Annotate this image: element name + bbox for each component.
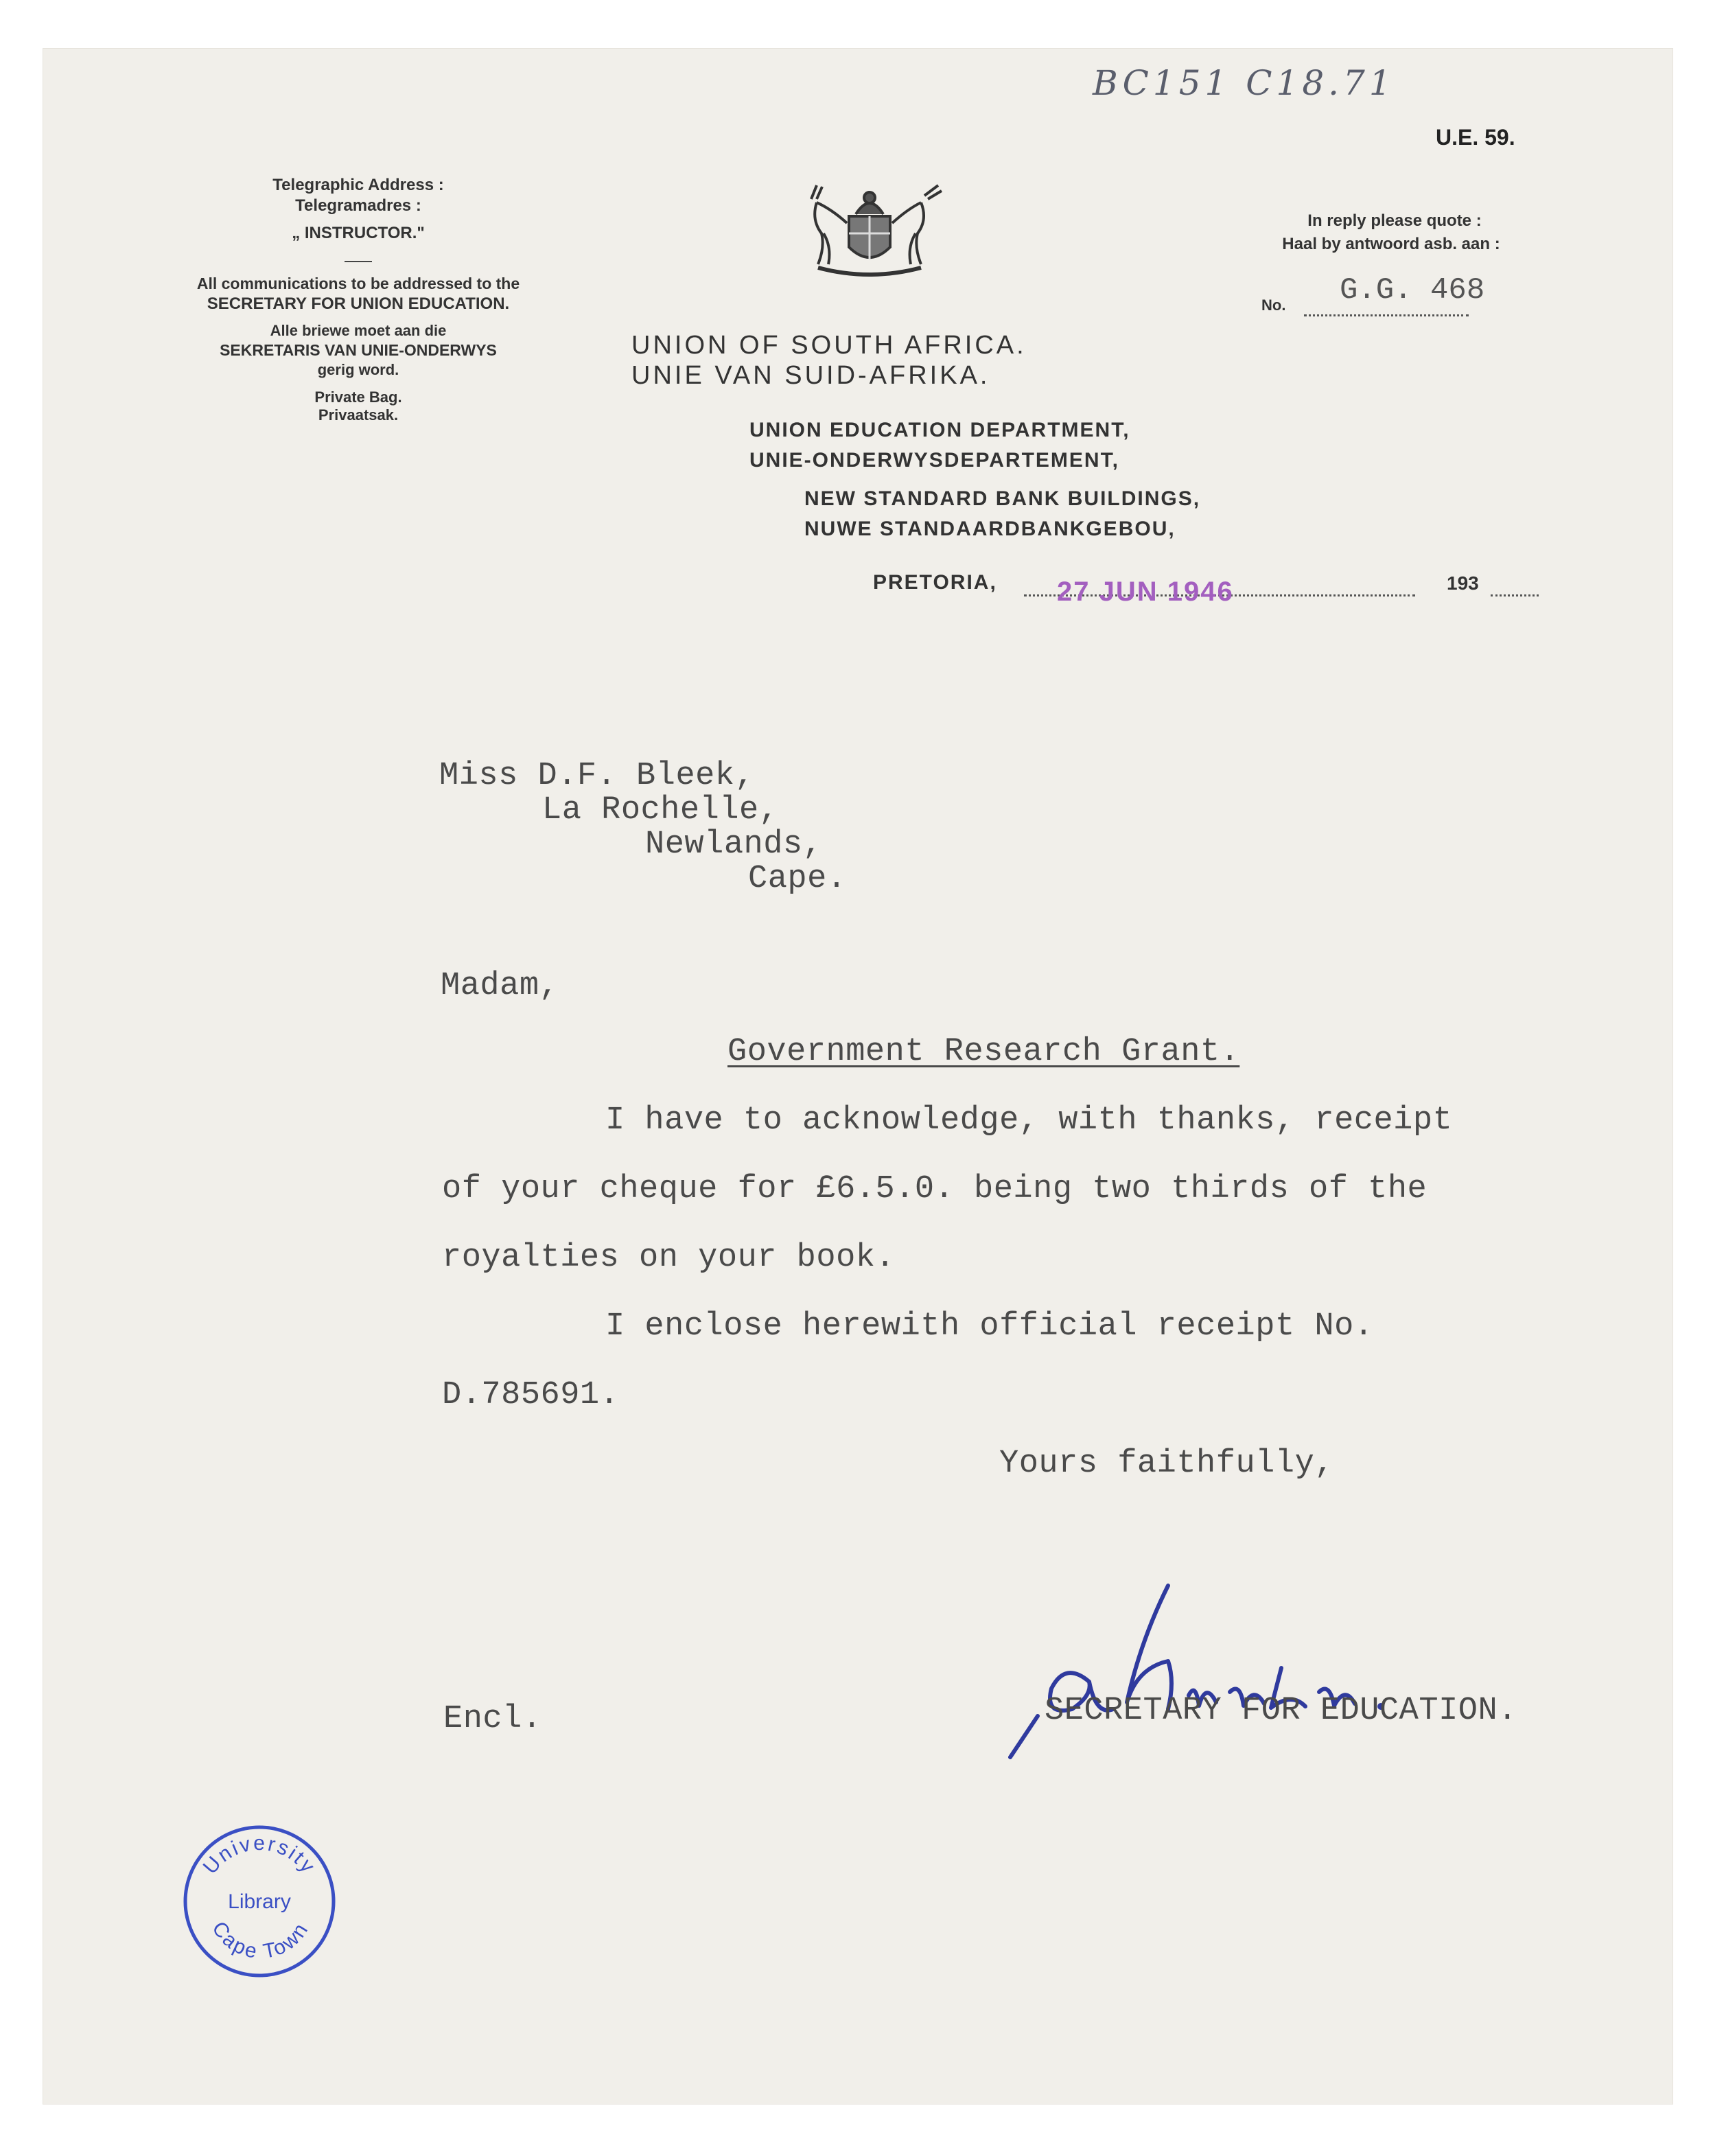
telegraphic-address-label: Telegraphic Address :	[272, 176, 444, 194]
country-name-english: UNION OF SOUTH AFRICA.	[631, 331, 1027, 360]
letterhead-contact-block	[145, 176, 571, 424]
divider	[345, 261, 372, 262]
paragraph-1-line-1: I have to acknowledge, with thanks, receipt	[605, 1102, 1453, 1139]
afrikaans-line-2: SEKRETARIS VAN UNIE-ONDERWYS	[220, 341, 497, 359]
enclosure-note: Encl.	[443, 1701, 542, 1737]
afrikaans-line-1: Alle briewe moet aan die	[270, 322, 447, 339]
handwritten-signature	[969, 1544, 1463, 1792]
library-stamp-arc-bottom: Cape Town	[207, 1917, 314, 1964]
library-stamp	[177, 1819, 342, 1984]
building-name-english: NEW STANDARD BANK BUILDINGS,	[804, 487, 1201, 510]
salutation: Madam,	[441, 968, 559, 1004]
afrikaans-line-3: gerig word.	[317, 361, 399, 378]
department-name-english: UNION EDUCATION DEPARTMENT,	[749, 419, 1130, 441]
subject-line: Government Research Grant.	[727, 1034, 1240, 1070]
paragraph-2-line-1: I enclose herewith official receipt No.	[605, 1308, 1374, 1345]
reply-quote-afrikaans: Haal by antwoord asb. aan :	[1282, 235, 1500, 253]
paragraph-1-line-3: royalties on your book.	[442, 1240, 896, 1276]
archive-reference: BC151 C18.71	[1093, 63, 1395, 103]
telegramadres-label: Telegramadres :	[295, 196, 421, 215]
country-name-afrikaans: UNIE VAN SUID-AFRIKA.	[631, 361, 990, 390]
reply-quote-english: In reply please quote :	[1307, 211, 1482, 230]
city-label: PRETORIA,	[873, 571, 997, 594]
date-stamp: 27 JUN 1946	[1057, 577, 1234, 607]
communications-line-2: SECRETARY FOR UNION EDUCATION.	[207, 294, 510, 313]
letter-page	[43, 48, 1673, 2105]
reference-dotted-line	[1304, 314, 1469, 316]
coat-of-arms-emblem	[791, 178, 948, 281]
paragraph-1-line-2: of your cheque for £6.5.0. being two thirds of the	[442, 1171, 1428, 1207]
telegram-name: „ INSTRUCTOR."	[292, 224, 425, 242]
private-bag-label: Private Bag.	[314, 389, 402, 406]
building-name-afrikaans: NUWE STANDAARDBANKGEBOU,	[804, 518, 1176, 540]
reference-number-label: No.	[1261, 297, 1286, 314]
addressee-line-4: Cape.	[748, 861, 847, 897]
library-stamp-arc-top: University	[198, 1831, 321, 1879]
signatory-title: SECRETARY FOR EDUCATION.	[1045, 1693, 1517, 1729]
communications-line-1: All communications to be addressed to the	[196, 275, 520, 292]
department-name-afrikaans: UNIE-ONDERWYSDEPARTEMENT,	[749, 449, 1119, 472]
closing: Yours faithfully,	[999, 1446, 1334, 1482]
library-stamp-center: Library	[228, 1890, 291, 1913]
addressee-line-2: La Rochelle,	[542, 792, 779, 828]
addressee-line-1: Miss D.F. Bleek,	[439, 758, 755, 794]
addressee-line-3: Newlands,	[645, 826, 823, 863]
paragraph-2-line-2: D.785691.	[442, 1377, 620, 1413]
privaatsak-label: Privaatsak.	[318, 406, 399, 424]
year-dotted-line	[1491, 594, 1539, 596]
year-suffix-label: 193	[1447, 572, 1479, 594]
form-number: U.E. 59.	[1436, 125, 1515, 150]
reference-number: G.G. 468	[1340, 273, 1485, 308]
